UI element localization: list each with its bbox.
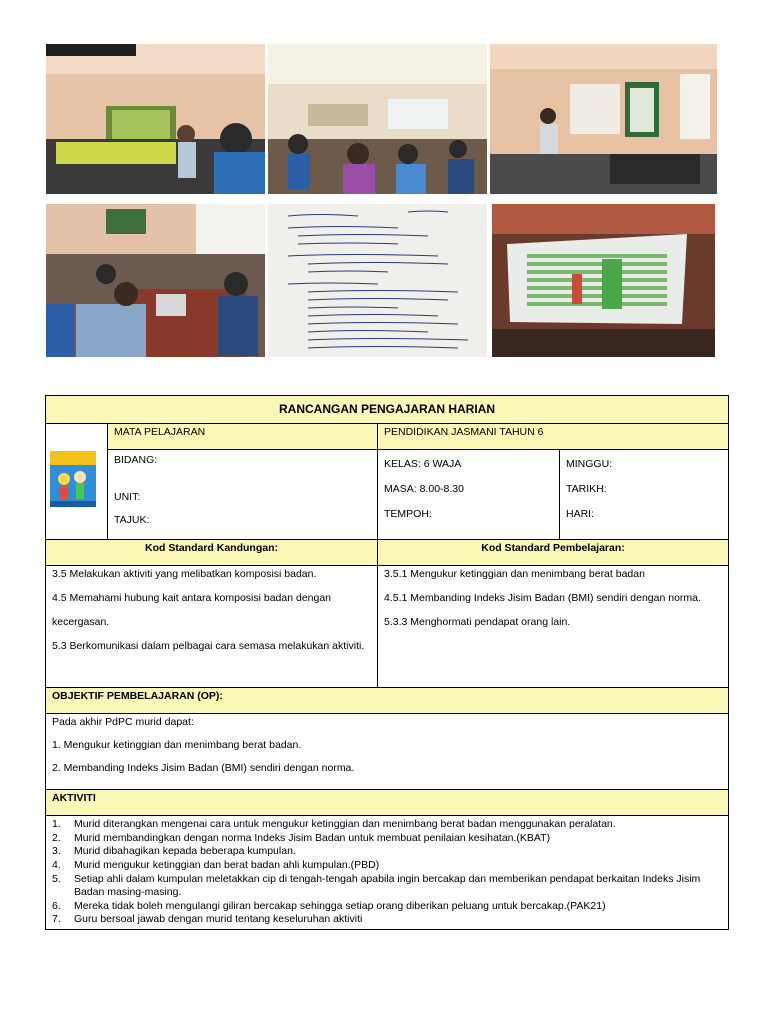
lesson-plan-table	[45, 395, 729, 930]
tajuk-label: TAJUK:	[114, 514, 150, 527]
ksk-item: 4.5 Memahami hubung kait antara komposisi badan dengan	[52, 592, 332, 605]
aktiviti-item: 5. Setiap ahli dalam kumpulan meletakkan cip di tengah-tengah apabila ingin bercakap dan memberikan pendapat berkaitan Indeks Jisim Badan masing-masing.	[52, 872, 701, 899]
photo-speaker-at-board	[490, 44, 717, 194]
textbook-cover-icon	[50, 451, 96, 507]
aktiviti-item: 4. Murid mengukur ketinggian dan berat badan ahli kumpulan.(PBD)	[52, 858, 380, 871]
kelas-masa-tempoh-cell	[378, 450, 560, 540]
minggu-label: MINGGU:	[566, 458, 613, 470]
ksp-header: Kod Standard Pembelajaran:	[378, 540, 729, 566]
op-item: 2. Membanding Indeks Jisim Badan (BMI) sendiri dengan norma.	[52, 762, 355, 775]
photo-handwritten-notes	[268, 204, 487, 357]
tempoh-label: TEMPOH:	[384, 508, 432, 521]
book-cover-cell	[46, 424, 108, 540]
photo-participants-seated	[268, 44, 487, 194]
aktiviti-header: AKTIVITI	[46, 790, 729, 816]
mata-pelajaran-label: MATA PELAJARAN	[108, 424, 378, 450]
aktiviti-item: 6. Mereka tidak boleh mengulangi giliran bercakap sehingga setiap orang diberikan peluang untuk bercakap.(PAK21)	[52, 899, 606, 912]
bidang-label: BIDANG:	[114, 454, 158, 466]
aktiviti-item: 2. Murid membandingkan dengan norma Indeks Jisim Badan untuk membuat penilaian kesihatan.(KBAT)	[52, 831, 551, 844]
masa-value: MASA: 8.00-8.30	[384, 483, 464, 496]
aktiviti-list	[52, 818, 722, 927]
op-content	[46, 714, 729, 790]
photo-meeting-room-presenter	[46, 44, 265, 194]
photo-projector-screen	[492, 204, 715, 357]
unit-label: UNIT:	[114, 491, 141, 504]
ksk-header: Kod Standard Kandungan:	[46, 540, 378, 566]
ksk-item: 3.5 Melakukan aktiviti yang melibatkan komposisi badan.	[52, 568, 317, 580]
op-header: OBJEKTIF PEMBELAJARAN (OP):	[46, 688, 729, 714]
op-item: 1. Mengukur ketinggian dan menimbang berat badan.	[52, 739, 302, 752]
ksk-content	[46, 566, 378, 688]
aktiviti-item: 3. Murid dibahagikan kepada beberapa kumpulan.	[52, 845, 296, 858]
tarikh-label: TARIKH:	[566, 483, 607, 496]
ksp-item: 3.5.1 Mengukur ketinggian dan menimbang berat badan	[384, 568, 645, 580]
photo-participants-laptops	[46, 204, 265, 357]
minggu-tarikh-hari-cell	[560, 450, 729, 540]
hari-label: HARI:	[566, 508, 595, 521]
ksk-item: 5.3 Berkomunikasi dalam pelbagai cara semasa melakukan aktiviti.	[52, 640, 365, 653]
op-intro: Pada akhir PdPC murid dapat:	[52, 716, 194, 728]
aktiviti-item: 7. Guru bersoal jawab dengan murid tentang keseluruhan aktiviti	[52, 913, 363, 926]
ksp-item: 4.5.1 Membanding Indeks Jisim Badan (BMI) sendiri dengan norma.	[384, 592, 701, 605]
ksp-item: 5.3.3 Menghormati pendapat orang lain.	[384, 616, 571, 629]
mata-pelajaran-value: PENDIDIKAN JASMANI TAHUN 6	[378, 424, 729, 450]
bidang-unit-tajuk-cell	[108, 450, 378, 540]
aktiviti-content	[46, 816, 729, 930]
kelas-value: KELAS: 6 WAJA	[384, 458, 462, 470]
ksp-content	[378, 566, 729, 688]
aktiviti-item: 1. Murid diterangkan mengenai cara untuk mengukur ketinggian dan menimbang berat badan menggunakan peralatan.	[52, 818, 616, 830]
plan-title: RANCANGAN PENGAJARAN HARIAN	[46, 396, 729, 424]
ksk-item: kecergasan.	[52, 616, 110, 629]
